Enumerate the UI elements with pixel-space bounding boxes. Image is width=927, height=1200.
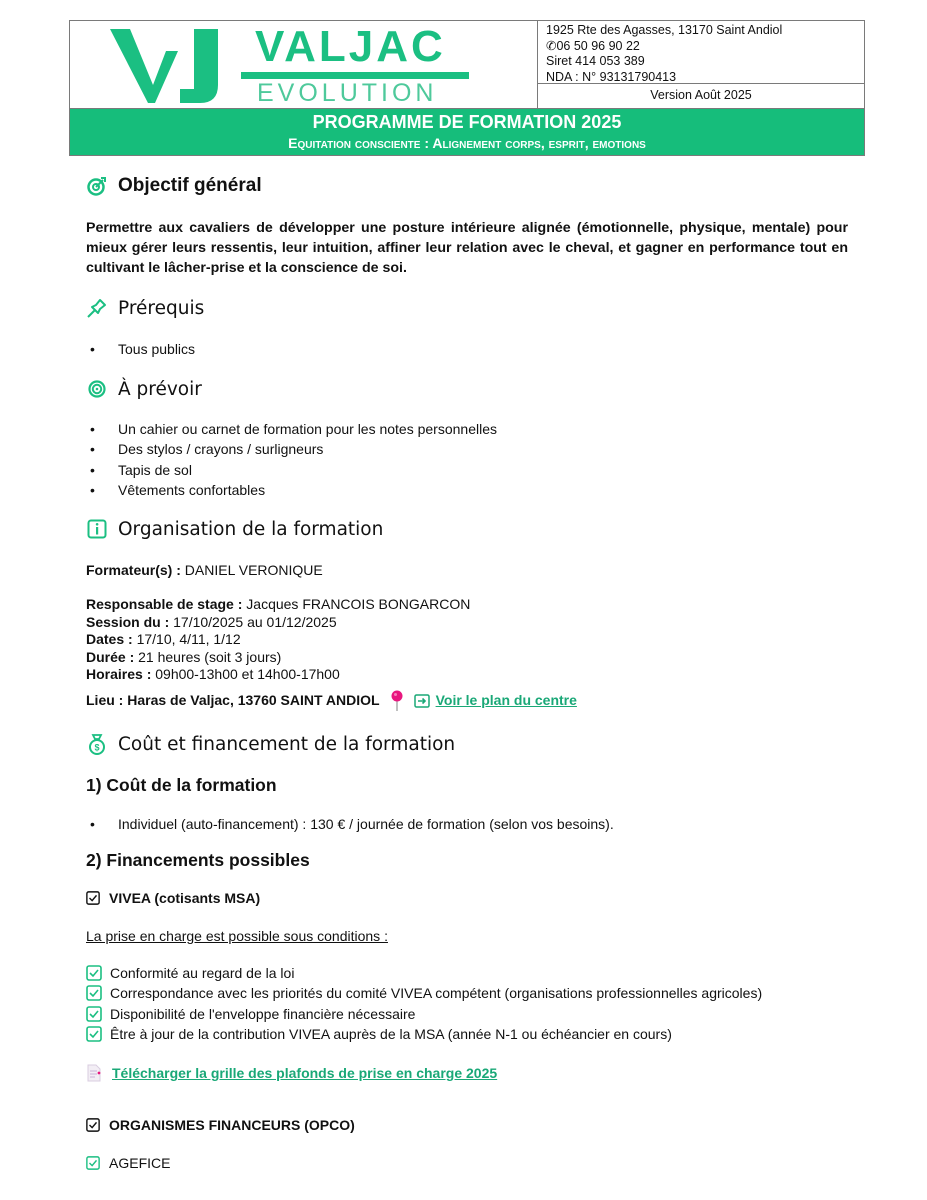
nda: NDA : N° 93131790413 [546,69,677,84]
lieu-text: Lieu : Haras de Valjac, 13760 SAINT ANDIOL [86,692,380,709]
vivea-heading [86,890,260,906]
green-check-icon [86,965,102,981]
condition-item: Conformité au regard de la loi [86,963,762,983]
logo-name: VALJAC [255,22,446,71]
section-title: Prérequis [118,297,205,319]
address: 1925 Rte des Agasses, 13170 Saint Andiol [546,23,783,37]
map-link-label[interactable]: Voir le plan du centre [435,692,577,709]
green-check-icon [86,1006,102,1022]
logo-tagline: EVOLUTION [257,79,438,107]
list-item: • Individuel (auto-financement) : 130 € / journée de formation (selon vos besoins). [86,814,614,834]
section-objectif-heading [86,175,262,197]
section-title: À prévoir [118,378,202,400]
pushpin-icon [86,297,108,319]
vivea-label: VIVEA (cotisants MSA) [109,890,261,906]
details-block [86,596,470,684]
section-title: Organisation de la formation [118,518,384,540]
open-link-icon [414,694,430,708]
cout-list [86,814,614,834]
list-item: • Tapis de sol [86,460,497,480]
green-check-icon [86,1156,100,1170]
opco-item [86,1155,170,1171]
header-table [69,20,865,156]
document-icon [86,1064,102,1082]
horaires-label: Horaires : [86,666,152,682]
spiral-icon [86,378,108,400]
download-row [86,1064,497,1082]
siret: Siret 414 053 389 [546,54,645,68]
page-title: PROGRAMME DE FORMATION 2025 [312,112,622,132]
session-label: Session du : [86,613,170,630]
opco-heading [86,1117,355,1133]
cout-subheading: 1) Coût de la formation [86,775,277,795]
green-check-icon [86,985,102,1001]
duree-label: Durée : [86,648,135,665]
horaires-value: 09h00-13h00 et 14h00-17h00 [151,666,340,682]
checkbox-icon [86,891,100,905]
list-item: • Un cahier ou carnet de formation pour les notes personnelles [86,419,497,439]
formateur-row [86,562,323,580]
dates-value: 17/10, 4/11, 1/12 [132,631,241,647]
company-info [538,21,864,84]
vj-logo-mark [110,27,220,105]
formateur-value: DANIEL VERONIQUE [180,562,323,578]
session-value: 17/10/2025 au 01/12/2025 [169,613,337,630]
section-title: Objectif général [118,175,262,196]
info-icon [86,518,108,540]
objectif-text: Permettre aux cavaliers de développer une posture intérieure alignée (émotionnelle, physique, mentale) pour mieux gérer leurs ressentis, leur intuition, affiner leur relation avec le cheval, et gagner en performance tout en cultivant le lâcher-prise et la conscience de soi. [86,220,848,276]
checkbox-icon [86,1118,100,1132]
opco-item-label: AGEFICE [109,1155,171,1171]
section-prerequis-heading [86,297,204,319]
condition-item: Être à jour de la contribution VIVEA auprès de la MSA (année N-1 ou échéancier en cours) [86,1024,762,1044]
svg-text:$: $ [94,742,100,753]
target-icon [86,175,108,197]
download-link[interactable]: Télécharger la grille des plafonds de prise en charge 2025 [112,1065,498,1081]
list-item: • Des stylos / crayons / surligneurs [86,439,497,459]
section-prevoir-heading [86,378,202,400]
page-subtitle: Equitation consciente : Alignement corps, esprit, emotions [288,135,646,151]
version: Version Août 2025 [650,88,752,102]
prevoir-list [86,419,497,500]
financements-subheading: 2) Financements possibles [86,850,310,870]
logo [70,21,538,108]
responsable-label: Responsable de stage : [86,596,243,612]
condition-item: Disponibilité de l'enveloppe financière nécessaire [86,1004,762,1024]
dates-label: Dates : [86,631,133,647]
map-pin-icon [390,690,404,712]
responsable-value: Jacques FRANCOIS BONGARCON [242,596,471,612]
green-check-icon [86,1026,102,1042]
money-bag-icon [86,733,108,755]
conditions-intro: La prise en charge est possible sous conditions : [86,928,388,944]
formateur-label: Formateur(s) : [86,562,181,578]
section-organisation-heading [86,518,383,540]
lieu-row [86,690,577,712]
map-link[interactable] [414,692,577,710]
conditions-list [86,963,762,1044]
section-title: Coût et financement de la formation [118,733,456,755]
opco-label: ORGANISMES FINANCEURS (OPCO) [109,1117,355,1133]
duree-value: 21 heures (soit 3 jours) [134,648,282,665]
phone: ✆06 50 96 90 22 [546,38,640,53]
title-banner [70,109,864,155]
condition-item: Correspondance avec les priorités du comité VIVEA compétent (organisations professionnelles agricoles) [86,983,762,1003]
section-cout-heading [86,733,455,755]
list-item: • Tous publics [86,339,195,359]
prerequis-list [86,339,195,359]
list-item: • Vêtements confortables [86,480,497,500]
